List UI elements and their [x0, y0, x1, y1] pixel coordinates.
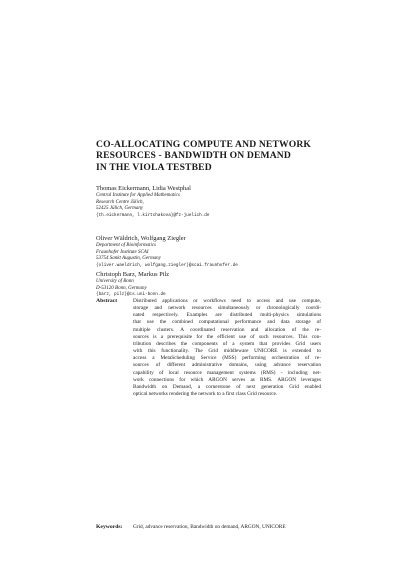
affiliation-line: University of Bonn — [96, 279, 134, 284]
title-line: CO-ALLOCATING COMPUTE AND NETWORK — [96, 139, 312, 150]
abstract-line: access a MetaScheduling Service (MSS) performing orchestration of re- — [133, 355, 321, 362]
abstract-line: capability of local resource management systems (RMS) - including net- — [133, 369, 321, 376]
affiliation-line: 53754 Sankt Augustin, Germany — [96, 256, 161, 262]
abstract-line: with this functionality. The Grid middleware UNICORE is extended to — [133, 348, 321, 355]
author-names: Oliver Wäldrich, Wolfgang Ziegler — [96, 235, 186, 242]
author-block-2 — [96, 235, 356, 270]
title-line: RESOURCES - BANDWIDTH ON DEMAND — [96, 150, 291, 162]
paper-title — [96, 139, 356, 173]
affiliation-line: Central Institute for Applied Mathematics — [96, 193, 180, 198]
abstract-line: work connections for which ARGON serves as RMS. ARGON leverages — [133, 376, 321, 383]
affiliation-line: 52425 Jülich, Germany — [96, 206, 144, 212]
abstract-line: that use the combined computational performance and data storage of — [133, 319, 321, 326]
affiliation-line: Fraunhofer Institute SCAI — [96, 249, 149, 255]
keywords-text: Grid, advance reservation, Bandwidth on demand, ARGON, UNICORE — [133, 524, 286, 530]
abstract-line: sources of different administrative domains, using advance reservation — [133, 362, 321, 369]
abstract-line: Distributed applications or workflows need to access and use compute, — [133, 298, 321, 304]
abstract-line: tribution describes the components of a system that provides Grid users — [133, 340, 321, 347]
abstract-line: nated respectively. Examples are distributed multi-physics simulations — [133, 312, 321, 319]
affiliation-line: Research Centre Jülich, — [96, 199, 144, 205]
affiliation-line: D-53120 Bonn, Germany — [96, 285, 147, 291]
abstract-line: Bandwidth on Demand, a cornerstone of next generation Grid enabled — [133, 383, 321, 390]
abstract-line: multiple clusters. A coordinated reservation and allocation of the re- — [133, 326, 321, 333]
keywords-label: Keywords: — [96, 524, 123, 530]
abstract-line: sources is a prerequisite for the efficient use of such resources. This con- — [133, 333, 321, 340]
author-email: {th.eickermann, l.kirtchakova}@fz-juelich.de — [96, 212, 210, 218]
title-line: IN THE VIOLA TESTBED — [96, 161, 212, 173]
author-names: Christoph Barz, Markus Pilz — [96, 271, 170, 278]
author-block-3 — [96, 271, 356, 299]
abstract-label: Abstract — [96, 298, 118, 304]
affiliation-line: Department of Bioinformatics — [96, 243, 156, 248]
abstract-line: storage and network resources simultaneously or chronologically coordi- — [133, 305, 321, 312]
author-email: {oliver.waeldrich, wolfgang.ziegler}@scai.fraunhofer.de — [96, 262, 238, 268]
abstract-line: optical networks rendering the network to a first class Grid resource. — [133, 391, 278, 398]
abstract-text — [133, 298, 321, 398]
author-email: {barz, pilz}@cs.uni-bonn.de — [96, 292, 166, 298]
author-names: Thomas Eickermann, Lidia Westphal — [96, 185, 191, 192]
author-block-1 — [96, 185, 356, 220]
